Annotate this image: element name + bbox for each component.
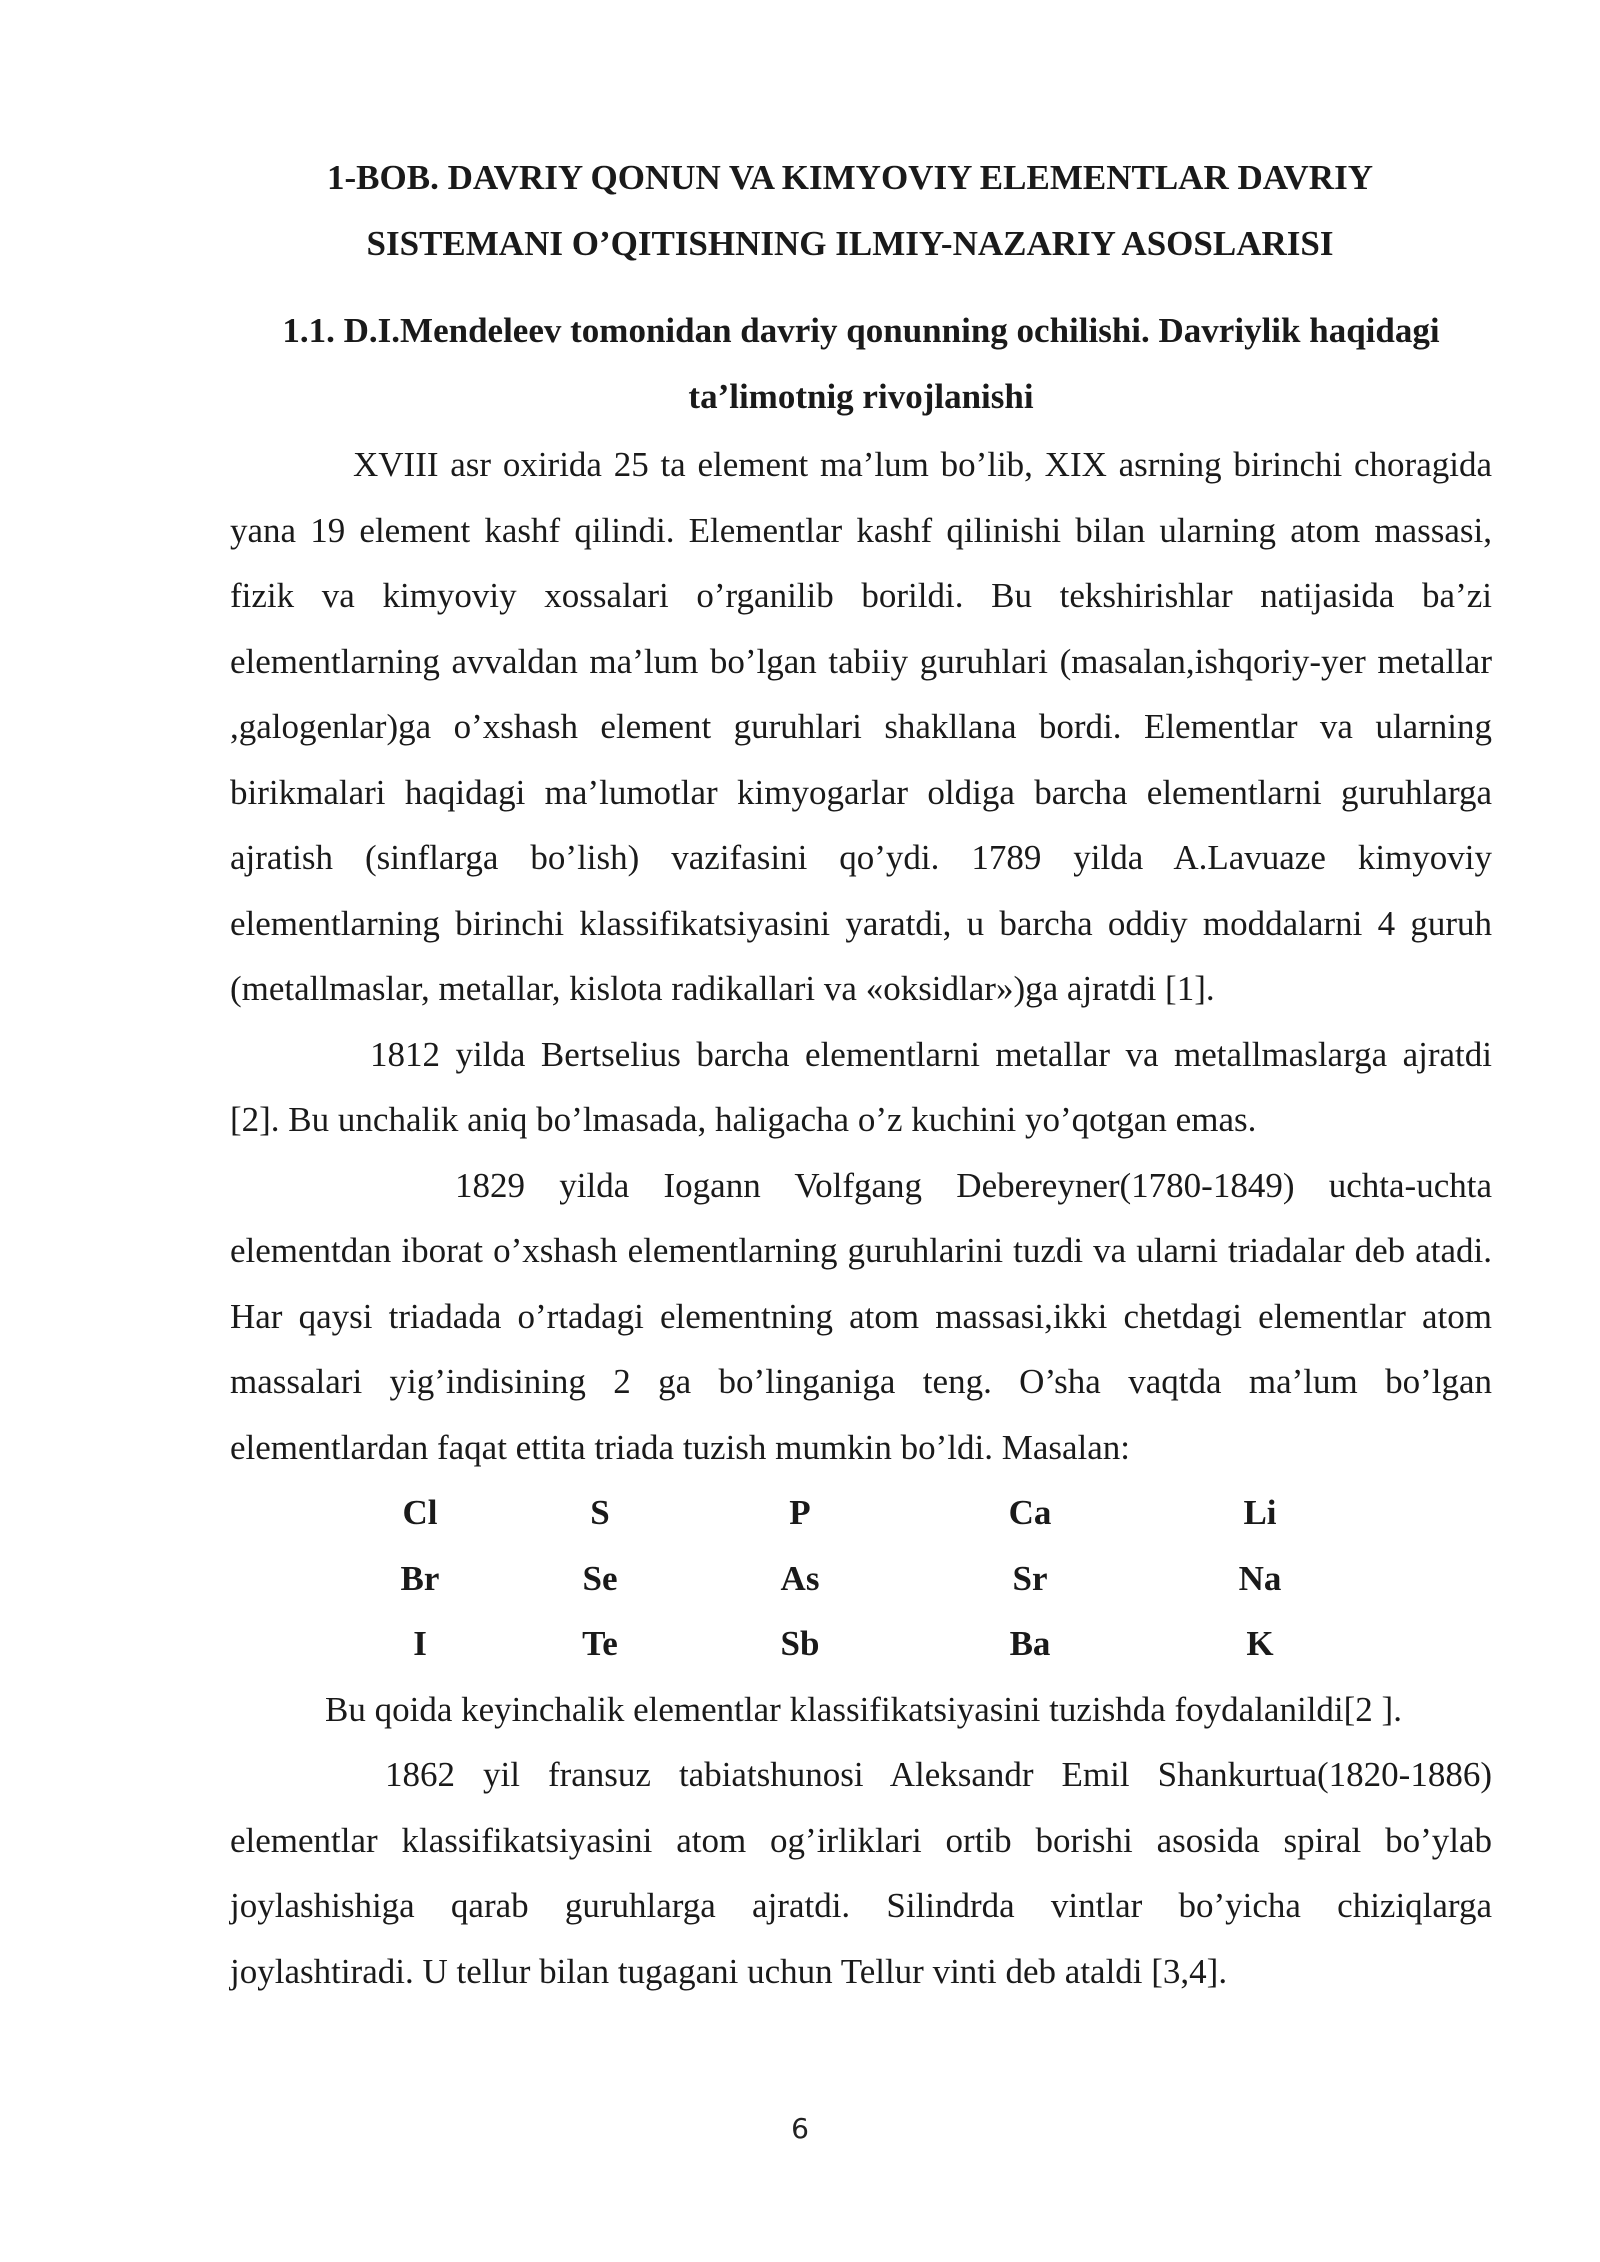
triad-cell: Cl [402,1493,438,1532]
triad-cell: K [1246,1624,1274,1663]
triad-cell: Ca [1008,1493,1052,1532]
paragraph-5: 1862 yil fransuz tabiatshunosi Aleksandr Emil Shankurtua(1820-1886) elementlar klassifikatsiyasini atom og’irliklari ortib borishi asosida spiral bo’ylab joylashishiga qarab guruhlarga ajratdi. Silindrda vintlar bo’yicha chiziqlarga joylashtiradi. U tellur bilan tugagani uchun Tellur vinti deb ataldi [3,4]. [230,1755,1492,1991]
paragraph-1: XVIII asr oxirida 25 ta element ma’lum bo’lib, XIX asrning birinchi choragida yana 19 element kashf qilindi. Elementlar kashf qilinishi bilan ularning atom massasi, fizik va kimyoviy xossalari o’rganilib borildi. Bu tekshirishlar natijasida ba’zi elementlarning avvaldan ma’lum bo’lgan tabiiy guruhlari (masalan,ishqoriy-yer metallar ,galogenlar)ga o’xshash element guruhlari shakllana bordi. Elementlar va ularning birikmalari haqidagi ma’lumotlar kimyogarlar oldiga barcha elementlarni guruhlarga ajratish (sinflarga bo’lish) vazifasini qo’ydi. 1789 yilda A.Lavuaze kimyoviy elementlarning birinchi klassifikatsiyasini yaratdi, u barcha oddiy moddalarni 4 guruh (metallmaslar, metallar, kislota radikallari va «oksidlar»)ga ajratdi [1]. [230,445,1492,1008]
section-title-line-2: ta’limotnig rivojlanishi [688,377,1034,416]
triads-table [370,1480,1492,1677]
triad-cell: As [780,1558,820,1598]
section-title-line-1: 1.1. D.I.Mendeleev tomonidan davriy qonunning ochilishi. Davriylik haqidagi [282,311,1440,350]
page-number: 6 [791,2112,809,2145]
triad-cell: Ba [1009,1624,1051,1663]
section-title [230,298,1492,430]
chapter-title-line-1: 1-BOB. DAVRIY QONUN VA KIMYOVIY ELEMENTLAR DAVRIY [327,158,1373,197]
triad-cell: Na [1238,1558,1282,1598]
triad-cell: I [413,1624,427,1663]
paragraph-2: 1812 yilda Bertselius barcha elementlarni metallar va metallmaslarga ajratdi [2]. Bu unchalik aniq bo’lmasada, haligacha o’z kuchini yo’qotgan emas. [230,1034,1492,1139]
triad-cell: P [789,1493,811,1532]
body-text [230,432,1492,2004]
paragraph-3: 1829 yilda Iogann Volfgang Debereyner(1780-1849) uchta-uchta elementdan iborat o’xshash elementlarning guruhlarini tuzdi va ularni triadalar deb atadi. Har qaysi triadada o’rtadagi elementning atom massasi,ikki chetdagi elementlar atom massalari yig’indisining 2 ga bo’linganiga teng. O’sha vaqtda ma’lum bo’lgan elementlardan faqat ettita triada tuzish mumkin bo’ldi. Masalan: [230,1165,1492,1467]
chapter-title-line-2: SISTEMANI O’QITISHNING ILMIY-NAZARIY ASOSLARISI [366,224,1334,263]
chapter-title [200,145,1500,277]
triad-cell: Br [400,1558,440,1598]
triad-cell: Sb [780,1624,820,1663]
triad-cell: S [590,1493,610,1532]
triad-cell: Te [582,1624,618,1663]
triad-cell: Li [1243,1493,1277,1532]
triad-cell: Se [582,1558,618,1598]
triad-cell: Sr [1012,1558,1048,1598]
paragraph-4: Bu qoida keyinchalik elementlar klassifikatsiyasini tuzishda foydalanildi[2 ]. [325,1689,1402,1729]
